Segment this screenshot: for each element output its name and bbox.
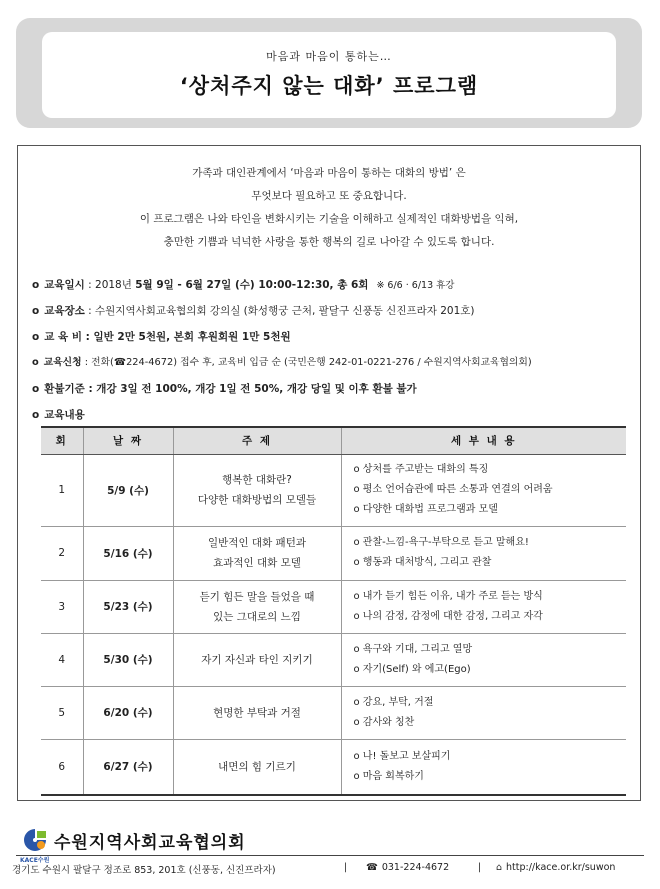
schedule-label: 교육일시 xyxy=(44,279,85,291)
table-row xyxy=(41,526,626,580)
session-topic: 일반적인 대화 패턴과 효과적인 대화 모델 xyxy=(173,526,341,580)
address-text: 경기도 수원시 팔달구 정조로 853, 201호 (신풍동, 신진프라자) xyxy=(12,865,276,876)
table-row xyxy=(41,580,626,633)
bullet: o xyxy=(32,409,40,421)
header-details: 세 부 내 용 xyxy=(341,427,626,454)
session-no: 2 xyxy=(41,526,83,580)
intro-line: 충만한 기쁨과 넉넉한 사랑을 통한 행복의 길로 나아갈 수 있도록 합니다. xyxy=(163,236,495,248)
fee-label: 교 육 비 xyxy=(44,331,82,343)
kace-logo-icon xyxy=(22,827,48,853)
session-no: 1 xyxy=(41,454,83,526)
table-header-row xyxy=(41,427,626,454)
intro-line: 이 프로그램은 나와 타인을 변화시키는 기술을 이해하고 실제적인 대화방법을 익혀, xyxy=(139,213,519,225)
apply-label: 교육신청 xyxy=(43,357,82,368)
bullet: o xyxy=(32,305,40,317)
phone-text: 031-224-4672 xyxy=(381,862,450,873)
session-topic: 내면의 힘 기르기 xyxy=(173,739,341,795)
phone-icon: ☎ xyxy=(366,862,378,873)
session-no: 3 xyxy=(41,580,83,633)
bullet: o xyxy=(32,357,39,368)
organization-logo xyxy=(22,826,246,854)
schedule-table xyxy=(41,426,626,796)
intro-text xyxy=(18,162,640,254)
footer-divider xyxy=(16,855,644,856)
separator: | xyxy=(344,862,348,873)
table-row xyxy=(41,454,626,526)
website-info xyxy=(496,862,615,873)
separator: | xyxy=(478,862,482,873)
header-date: 날 짜 xyxy=(83,427,173,454)
table-row xyxy=(41,686,626,739)
info-apply xyxy=(32,353,632,379)
schedule-value: 5월 9일 - 6월 27일 (수) 10:00-12:30, 총 6회 xyxy=(135,279,369,291)
session-date: 6/20 (수) xyxy=(83,686,173,739)
program-details-box xyxy=(17,145,641,801)
header-topic: 주 제 xyxy=(173,427,341,454)
session-no: 6 xyxy=(41,739,83,795)
bullet: o xyxy=(32,279,40,291)
schedule-prefix: : 2018년 xyxy=(84,279,136,291)
home-icon: ⌂ xyxy=(496,862,503,873)
session-topic: 행복한 대화란? 다양한 대화방법의 모델들 xyxy=(173,454,341,526)
page-title: ‘상처주지 않는 대화’ 프로그램 xyxy=(179,74,479,98)
session-no: 5 xyxy=(41,686,83,739)
phone-info xyxy=(366,862,449,873)
session-details: o 욕구와 기대, 그리고 열망 o 자기(Self) 와 에고(Ego) xyxy=(341,633,626,686)
table-row xyxy=(41,633,626,686)
place-value: : 수원지역사회교육협의회 강의실 (화성행궁 근처, 팔달구 신풍동 신진프라자 201호) xyxy=(84,305,475,317)
logo-caption: KACE수원 xyxy=(20,857,50,864)
session-date: 5/23 (수) xyxy=(83,580,173,633)
schedule-note: ※ 6/6 · 6/13 휴강 xyxy=(376,280,455,291)
session-details: o 상처를 주고받는 대화의 특징 o 평소 언어습관에 따른 소통과 연결의 어려움 o 다양한 대화법 프로그램과 모델 xyxy=(341,454,626,526)
title-box xyxy=(42,32,616,118)
info-place xyxy=(32,301,632,327)
info-list xyxy=(32,275,632,431)
fee-value: : 일반 2만 5천원, 본회 후원회원 1만 5천원 xyxy=(81,331,291,343)
footer-contact xyxy=(12,862,648,880)
session-date: 5/30 (수) xyxy=(83,633,173,686)
bullet: o xyxy=(32,383,40,395)
session-details: o 강요, 부탁, 거절 o 감사와 칭찬 xyxy=(341,686,626,739)
session-date: 5/16 (수) xyxy=(83,526,173,580)
info-fee xyxy=(32,327,632,353)
session-no: 4 xyxy=(41,633,83,686)
organization-name: 수원지역사회교육협의회 xyxy=(54,832,246,853)
intro-line: 가족과 대인관계에서 ‘마음과 마음이 통하는 대화의 방법’ 은 xyxy=(192,167,466,179)
session-topic: 듣기 힘든 말을 들었을 때 있는 그대로의 느낌 xyxy=(173,580,341,633)
apply-value: : 전화(☎224-4672) 접수 후, 교육비 입금 순 (국민은행 242-01-0221-276 / 수원지역사회교육협의회) xyxy=(81,357,532,368)
refund-value: : 개강 3일 전 100%, 개강 1일 전 50%, 개강 당일 및 이후 환불 불가 xyxy=(84,383,417,395)
table-row xyxy=(41,739,626,795)
place-label: 교육장소 xyxy=(44,305,85,317)
website-link[interactable]: http://kace.or.kr/suwon xyxy=(506,862,616,873)
refund-label: 환불기준 xyxy=(44,383,85,395)
header-no: 회 xyxy=(41,427,83,454)
content-label: 교육내용 xyxy=(44,409,85,421)
info-schedule xyxy=(32,275,632,301)
session-date: 5/9 (수) xyxy=(83,454,173,526)
session-details: o 나! 돌보고 보살피기 o 마음 회복하기 xyxy=(341,739,626,795)
info-refund xyxy=(32,379,632,405)
intro-line: 무엇보다 필요하고 또 중요합니다. xyxy=(251,190,407,202)
session-details: o 내가 듣기 힘든 이유, 내가 주로 듣는 방식 o 나의 감정, 감정에 대한 감정, 그리고 자각 xyxy=(341,580,626,633)
title-subtitle: 마음과 마음이 통하는… xyxy=(266,50,392,63)
session-topic: 현명한 부탁과 거절 xyxy=(173,686,341,739)
bullet: o xyxy=(32,331,40,343)
session-date: 6/27 (수) xyxy=(83,739,173,795)
session-details: o 관찰-느낌-욕구-부탁으로 듣고 말해요! o 행동과 대처방식, 그리고 관찰 xyxy=(341,526,626,580)
session-topic: 자기 자신과 타인 지키기 xyxy=(173,633,341,686)
